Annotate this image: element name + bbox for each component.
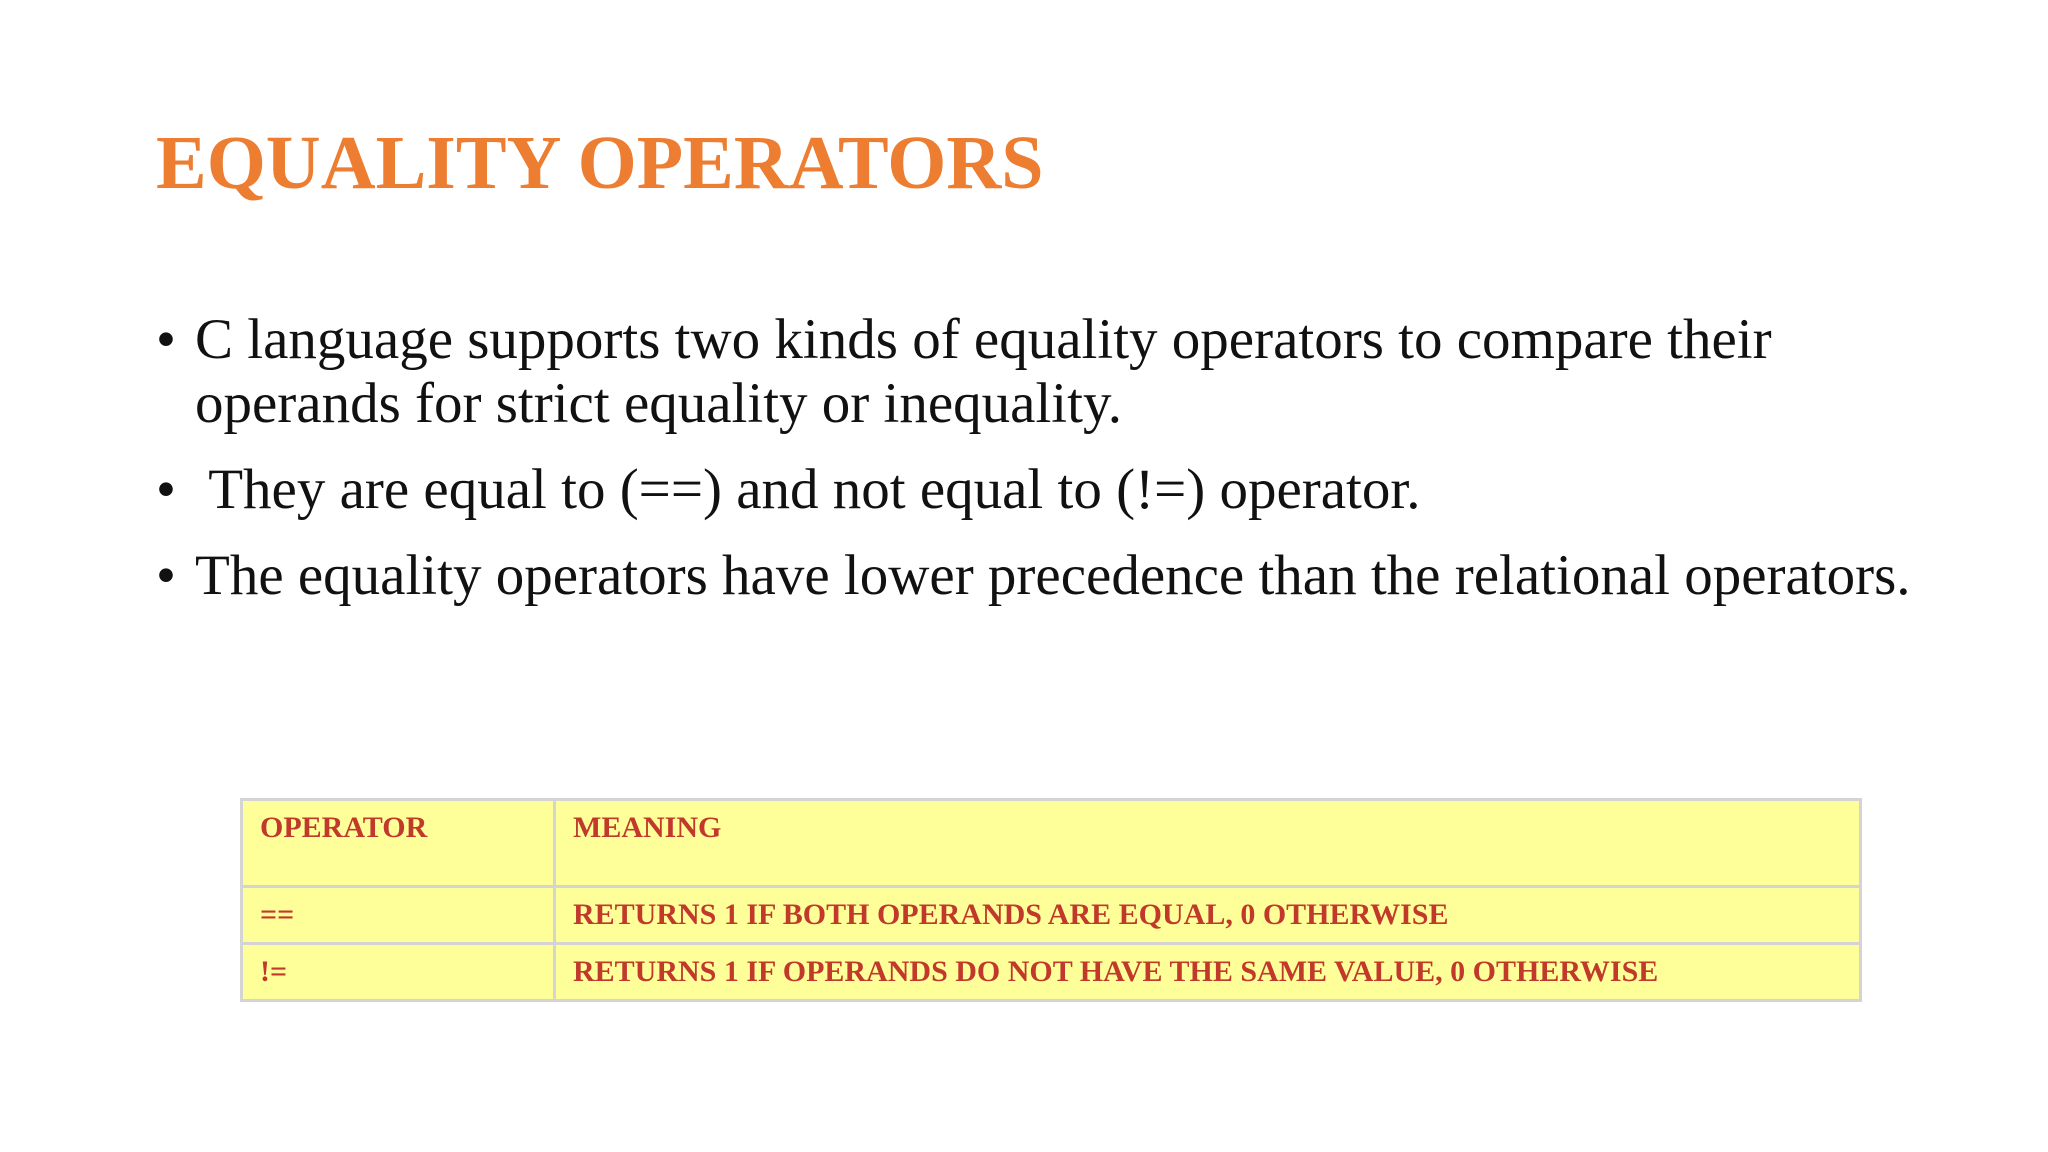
table-row (242, 887, 1861, 944)
bullet-symbol: • (156, 458, 176, 521)
bullet-item (156, 544, 1936, 608)
cell-meaning: RETURNS 1 IF BOTH OPERANDS ARE EQUAL, 0 OTHERWISE (555, 887, 1861, 944)
table-row (242, 944, 1861, 1001)
header-meaning: MEANING (555, 800, 1861, 887)
bullet-symbol: • (156, 308, 176, 371)
bullet-symbol: • (156, 544, 176, 607)
operators-table (240, 798, 1862, 1002)
cell-operator: != (242, 944, 555, 1001)
cell-meaning: RETURNS 1 IF OPERANDS DO NOT HAVE THE SAME VALUE, 0 OTHERWISE (555, 944, 1861, 1001)
bullet-text: They are equal to (==) and not equal to (!=) operator. (195, 458, 1421, 521)
bullet-text: C language supports two kinds of equality operators to compare their operands for strict equality or inequality. (195, 308, 1772, 435)
table-header-row (242, 800, 1861, 887)
bullet-item (156, 458, 1936, 522)
bullet-item (156, 308, 1936, 436)
bullet-list (156, 308, 1936, 630)
header-operator: OPERATOR (242, 800, 555, 887)
cell-operator: == (242, 887, 555, 944)
bullet-text: The equality operators have lower precedence than the relational operators. (195, 544, 1911, 607)
slide-title: EQUALITY OPERATORS (156, 121, 1044, 205)
